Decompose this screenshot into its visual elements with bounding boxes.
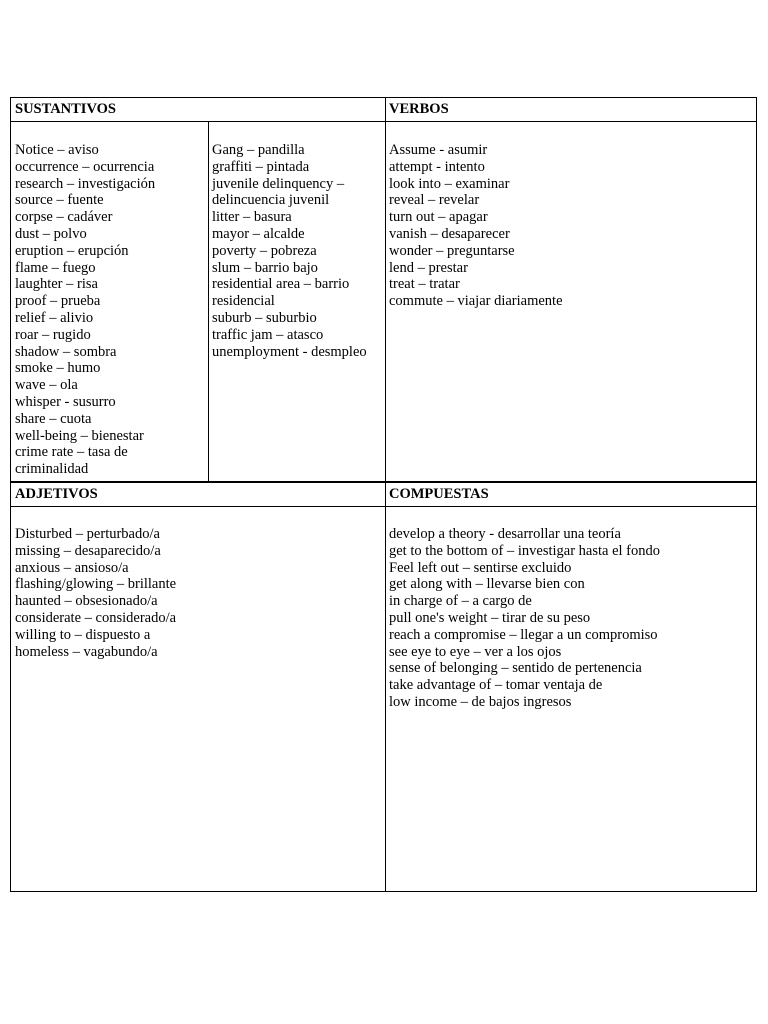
nouns-column-1	[15, 142, 155, 478]
vocab-entry: whisper - susurro	[15, 393, 116, 410]
vocab-entry: Assume - asumir	[389, 142, 488, 158]
vocab-entry: sense of belonging – sentido de pertenencia	[389, 660, 642, 677]
vocab-entry: homeless – vagabundo/a	[15, 643, 158, 660]
vocab-entry: considerate – considerado/a	[15, 609, 177, 626]
vocab-entry: research – investigación	[15, 175, 156, 192]
vocab-entry: turn out – apagar	[389, 209, 488, 226]
vocab-entry: treat – tratar	[389, 276, 460, 293]
adjectives-column	[15, 526, 176, 660]
vocab-entry: share – cuota	[15, 410, 92, 427]
vocab-entry: commute – viajar diariamente	[389, 293, 563, 310]
vocab-entry: Feel left out – sentirse excluido	[389, 559, 572, 576]
vocab-entry: get to the bottom of – investigar hasta el fondo	[389, 542, 661, 559]
vocab-entry: anxious – ansioso/a	[15, 559, 129, 576]
vocab-entry: willing to – dispuesto a	[15, 626, 151, 643]
column-divider-nouns	[208, 122, 209, 481]
column-divider-main	[385, 98, 386, 891]
vocab-entry: poverty – pobreza	[212, 242, 317, 259]
vocab-entry: Disturbed – perturbado/a	[15, 526, 160, 542]
vocab-entry: attempt - intento	[389, 158, 485, 175]
vocab-entry: take advantage of – tomar ventaja de	[389, 677, 603, 694]
vocab-entry: laughter – risa	[15, 276, 98, 293]
vocab-entry: Notice – aviso	[15, 142, 99, 158]
vocab-entry: mayor – alcalde	[212, 225, 305, 242]
vocab-entry: shadow – sombra	[15, 343, 117, 360]
vocab-entry: criminalidad	[15, 461, 89, 478]
vocab-entry: lend – prestar	[389, 259, 468, 276]
vocab-entry: proof – prueba	[15, 293, 101, 310]
vocab-entry: reveal – revelar	[389, 192, 480, 209]
vocab-entry: source – fuente	[15, 192, 104, 209]
vocab-entry: delincuencia juvenil	[212, 192, 330, 209]
vocab-entry: traffic jam – atasco	[212, 326, 324, 343]
vocab-entry: see eye to eye – ver a los ojos	[389, 643, 562, 660]
vocab-entry: vanish – desaparecer	[389, 225, 510, 242]
vocab-entry: well-being – bienestar	[15, 427, 144, 444]
vocab-entry: look into – examinar	[389, 175, 510, 192]
vocab-entry: roar – rugido	[15, 326, 91, 343]
vocab-entry: reach a compromise – llegar a un compromiso	[389, 626, 658, 643]
header-compuestas: COMPUESTAS	[389, 486, 489, 502]
vocab-entry: slum – barrio bajo	[212, 259, 318, 276]
vocab-entry: suburb – suburbio	[212, 309, 317, 326]
vocab-entry: wonder – preguntarse	[389, 242, 515, 259]
header-adjetivos: ADJETIVOS	[15, 486, 98, 502]
vocab-entry: missing – desaparecido/a	[15, 542, 161, 559]
vocab-entry: in charge of – a cargo de	[389, 593, 532, 610]
vocab-entry: low income – de bajos ingresos	[389, 693, 572, 710]
vocab-entry: juvenile delinquency –	[212, 175, 345, 192]
nouns-column-2	[212, 142, 367, 360]
vocab-entry: corpse – cadáver	[15, 209, 113, 226]
vocab-entry: eruption – erupción	[15, 242, 129, 259]
vocab-entry: smoke – humo	[15, 360, 101, 377]
compounds-column	[389, 526, 660, 711]
vocab-entry: relief – alivio	[15, 309, 94, 326]
header-sustantivos: SUSTANTIVOS	[15, 101, 116, 117]
header-divider-top	[11, 121, 756, 122]
vocab-entry: haunted – obsesionado/a	[15, 593, 158, 610]
verbs-column	[389, 142, 563, 310]
vocab-entry: crime rate – tasa de	[15, 444, 128, 461]
vocab-entry: get along with – llevarse bien con	[389, 576, 585, 593]
vocab-entry: unemployment - desmpleo	[212, 343, 367, 360]
vocab-entry: dust – polvo	[15, 225, 87, 242]
vocab-entry: pull one's weight – tirar de su peso	[389, 609, 591, 626]
vocab-entry: occurrence – ocurrencia	[15, 158, 155, 175]
vocab-entry: flashing/glowing – brillante	[15, 576, 177, 593]
vocab-entry: wave – ola	[15, 377, 78, 394]
vocab-entry: residential area – barrio	[212, 276, 350, 293]
vocab-entry: flame – fuego	[15, 259, 96, 276]
header-divider-bottom	[11, 506, 756, 507]
vocab-entry: residencial	[212, 293, 275, 310]
vocab-entry: develop a theory - desarrollar una teoría	[389, 526, 621, 542]
vocab-entry: graffiti – pintada	[212, 158, 310, 175]
vocab-entry: Gang – pandilla	[212, 142, 305, 158]
vocab-entry: litter – basura	[212, 209, 292, 226]
section-divider	[11, 481, 756, 483]
vocabulary-table	[10, 97, 757, 892]
header-verbos: VERBOS	[389, 101, 449, 117]
